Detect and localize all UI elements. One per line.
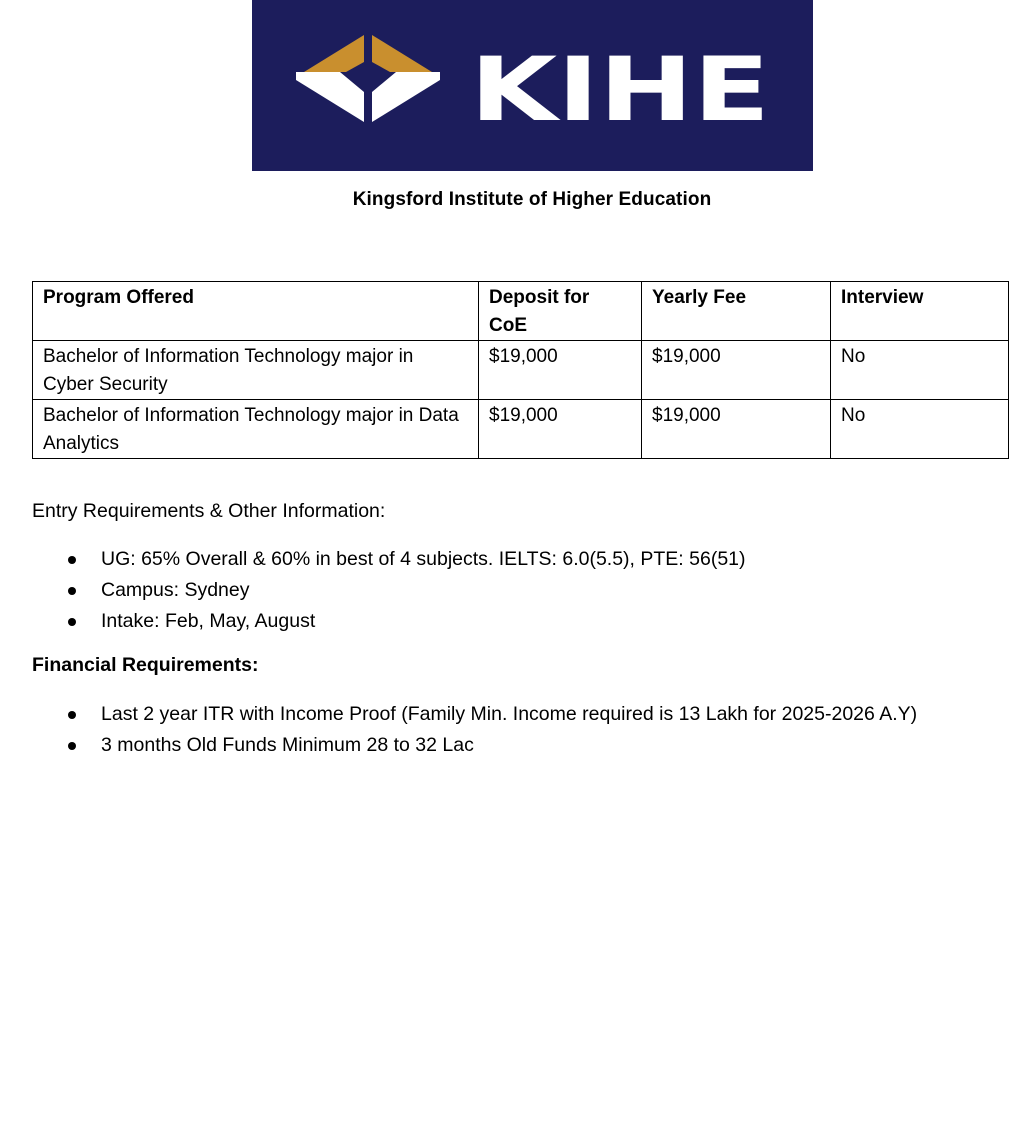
financial-requirements-heading: Financial Requirements:: [32, 654, 259, 676]
institute-name: Kingsford Institute of Higher Education: [352, 189, 712, 210]
bullet-icon: [68, 587, 76, 595]
logo-mark-top-right: [372, 35, 432, 72]
header-yearly-fee: Yearly Fee: [642, 282, 831, 341]
yearly-fee-value: $19,000: [642, 341, 831, 400]
program-name: Bachelor of Information Technology major in Data Analytics: [33, 400, 479, 459]
header-program: Program Offered: [33, 282, 479, 341]
programs-table: [32, 281, 1009, 459]
header-deposit: Deposit for CoE: [479, 282, 642, 341]
financial-requirements-list: [32, 699, 917, 761]
header-interview: Interview: [831, 282, 1009, 341]
list-item: [32, 699, 917, 730]
bullet-icon: [68, 618, 76, 626]
interview-value: No: [831, 400, 1009, 459]
deposit-value: $19,000: [479, 400, 642, 459]
list-item-text: Campus: Sydney: [101, 579, 250, 601]
interview-value: No: [831, 341, 1009, 400]
list-item: [32, 606, 746, 637]
list-item-text: Intake: Feb, May, August: [101, 610, 316, 632]
bullet-icon: [68, 711, 76, 719]
table-row: [33, 400, 1009, 459]
bullet-icon: [68, 556, 76, 564]
logo-mark-bottom-left: [296, 72, 364, 122]
table-row: [33, 341, 1009, 400]
list-item-text: UG: 65% Overall & 60% in best of 4 subjects. IELTS: 6.0(5.5), PTE: 56(51): [101, 548, 746, 570]
list-item: [32, 575, 746, 606]
kihe-logo: [252, 0, 813, 171]
entry-requirements-list: [32, 544, 746, 637]
program-name: Bachelor of Information Technology major in Cyber Security: [33, 341, 479, 400]
logo-wordmark: KIHE: [470, 38, 770, 141]
list-item: [32, 730, 917, 761]
list-item: [32, 544, 746, 575]
list-item-text: 3 months Old Funds Minimum 28 to 32 Lac: [101, 734, 474, 756]
logo-mark-top-left: [304, 35, 364, 72]
table-header-row: [33, 282, 1009, 341]
bullet-icon: [68, 742, 76, 750]
entry-requirements-heading: Entry Requirements & Other Information:: [32, 500, 386, 522]
yearly-fee-value: $19,000: [642, 400, 831, 459]
logo-banner: [252, 0, 813, 171]
deposit-value: $19,000: [479, 341, 642, 400]
logo-mark-bottom-right: [372, 72, 440, 122]
list-item-text: Last 2 year ITR with Income Proof (Family Min. Income required is 13 Lakh for 2025-2026 A.Y): [101, 703, 918, 725]
